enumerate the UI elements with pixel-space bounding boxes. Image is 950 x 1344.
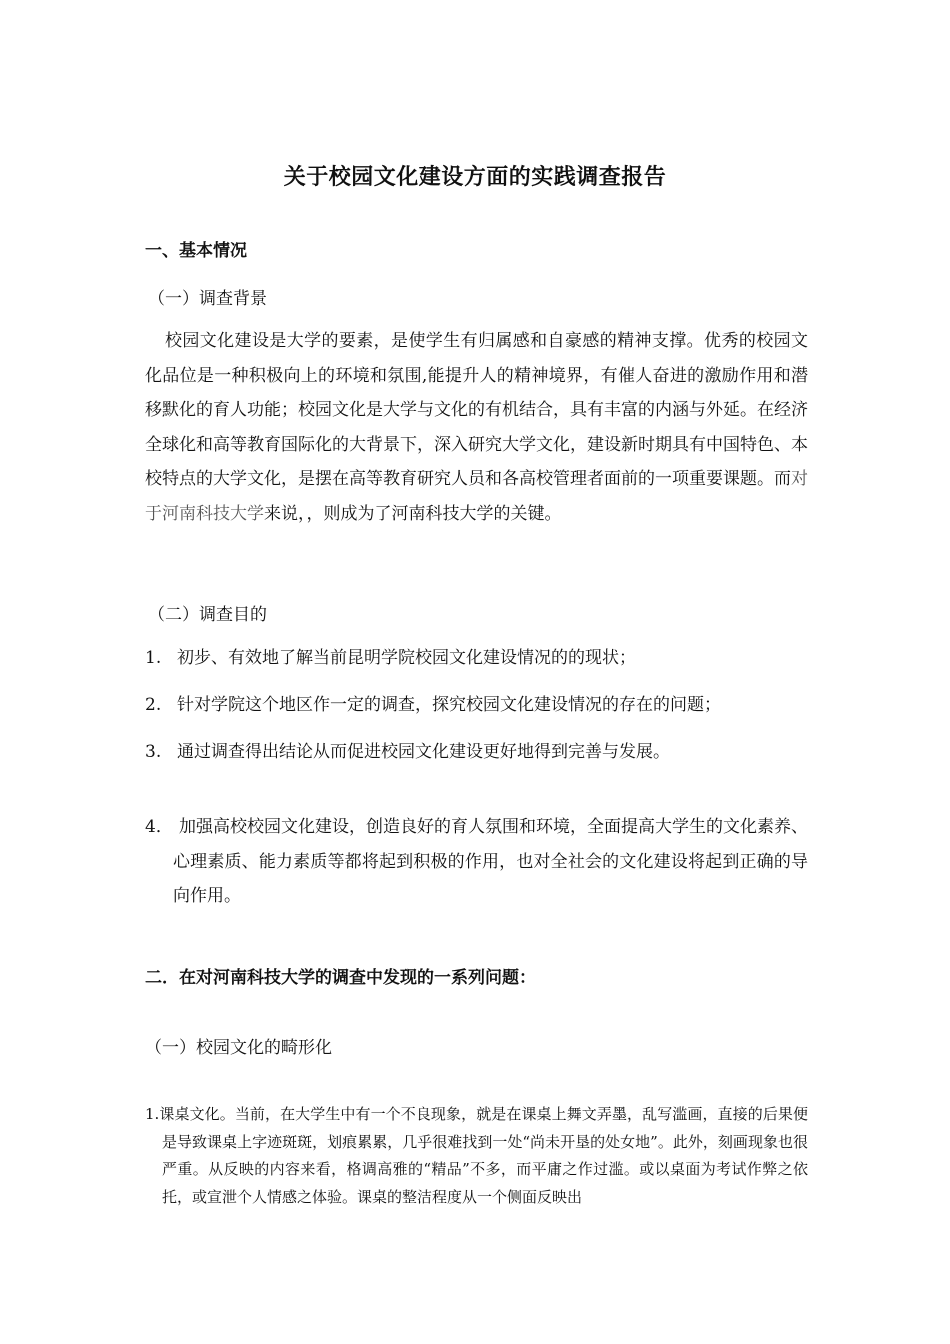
- document-title: 关于校园文化建设方面的实践调查报告: [283, 165, 667, 190]
- problem-item-text: 课桌文化。当前，在大学生中有一个不良现象，就是在课桌上舞文弄墨，乱写滥画，直接的后果便是导致课桌上字迹斑斑，划痕累累，几乎很难找到一处“尚未开垦的处女地”。此外，刻画现象也很严重。从反映的内容来看，格调高雅的“精品”不多，而平庸之作过滥。或以桌面为考试作弊之依托，或宣泄个人情感之体验。课桌的整洁程度从一个侧面反映出: [159, 1105, 808, 1206]
- background-text-highlight: 对于河南科技大学: [145, 469, 808, 524]
- problem-item-1: [145, 1101, 808, 1211]
- purpose-item-text: 通过调查得出结论从而促进校园文化建设更好地得到完善与发展。: [177, 742, 670, 762]
- problem-item-number: 1.: [145, 1105, 160, 1123]
- section1-heading: 一、基本情况: [145, 241, 247, 261]
- purpose-item-2: [145, 688, 808, 722]
- purpose-item-4: [145, 810, 808, 914]
- section1-sub2-heading: （二）调查目的: [148, 605, 267, 625]
- purpose-item-number: 1.: [145, 648, 162, 668]
- purpose-item-text: 加强高校校园文化建设，创造良好的育人氛围和环境，全面提高大学生的文化素养、心理素质、能力素质等都将起到积极的作用，也对全社会的文化建设将起到正确的导向作用。: [173, 817, 808, 906]
- background-text-b: 来说，，则成为了河南科技大学的关键。: [264, 503, 562, 524]
- section1-sub1-heading: （一）调查背景: [148, 289, 267, 309]
- section2-sub1-heading: （一）校园文化的畸形化: [145, 1038, 332, 1058]
- purpose-item-number: 3.: [145, 742, 162, 762]
- purpose-item-text: 针对学院这个地区作一定的调查，探究校园文化建设情况的存在的问题；: [177, 695, 721, 715]
- purpose-item-3: [145, 735, 808, 769]
- section2-heading: 二．在对河南科技大学的调查中发现的一系列问题：: [145, 968, 536, 988]
- background-paragraph: [145, 324, 808, 531]
- purpose-item-text: 初步、有效地了解当前昆明学院校园文化建设情况的的现状；: [177, 648, 636, 668]
- purpose-item-1: [145, 641, 808, 675]
- purpose-item-number: 4．: [145, 817, 173, 837]
- purpose-item-number: 2.: [145, 695, 162, 715]
- background-text-a: 校园文化建设是大学的要素，是使学生有归属感和自豪感的精神支撑。优秀的校园文化品位是一种积极向上的环境和氛围,能提升人的精神境界，有催人奋进的激励作用和潜移默化的育人功能；校园文化是大学与文化的有机结合，具有丰富的内涵与外延。在经济全球化和高等教育国际化的大背景下，深入研究大学文化，建设新时期具有中国特色、本校特点的大学文化，是摆在高等教育研究人员和各高校管理者面前的一项重要课题。而: [145, 331, 808, 489]
